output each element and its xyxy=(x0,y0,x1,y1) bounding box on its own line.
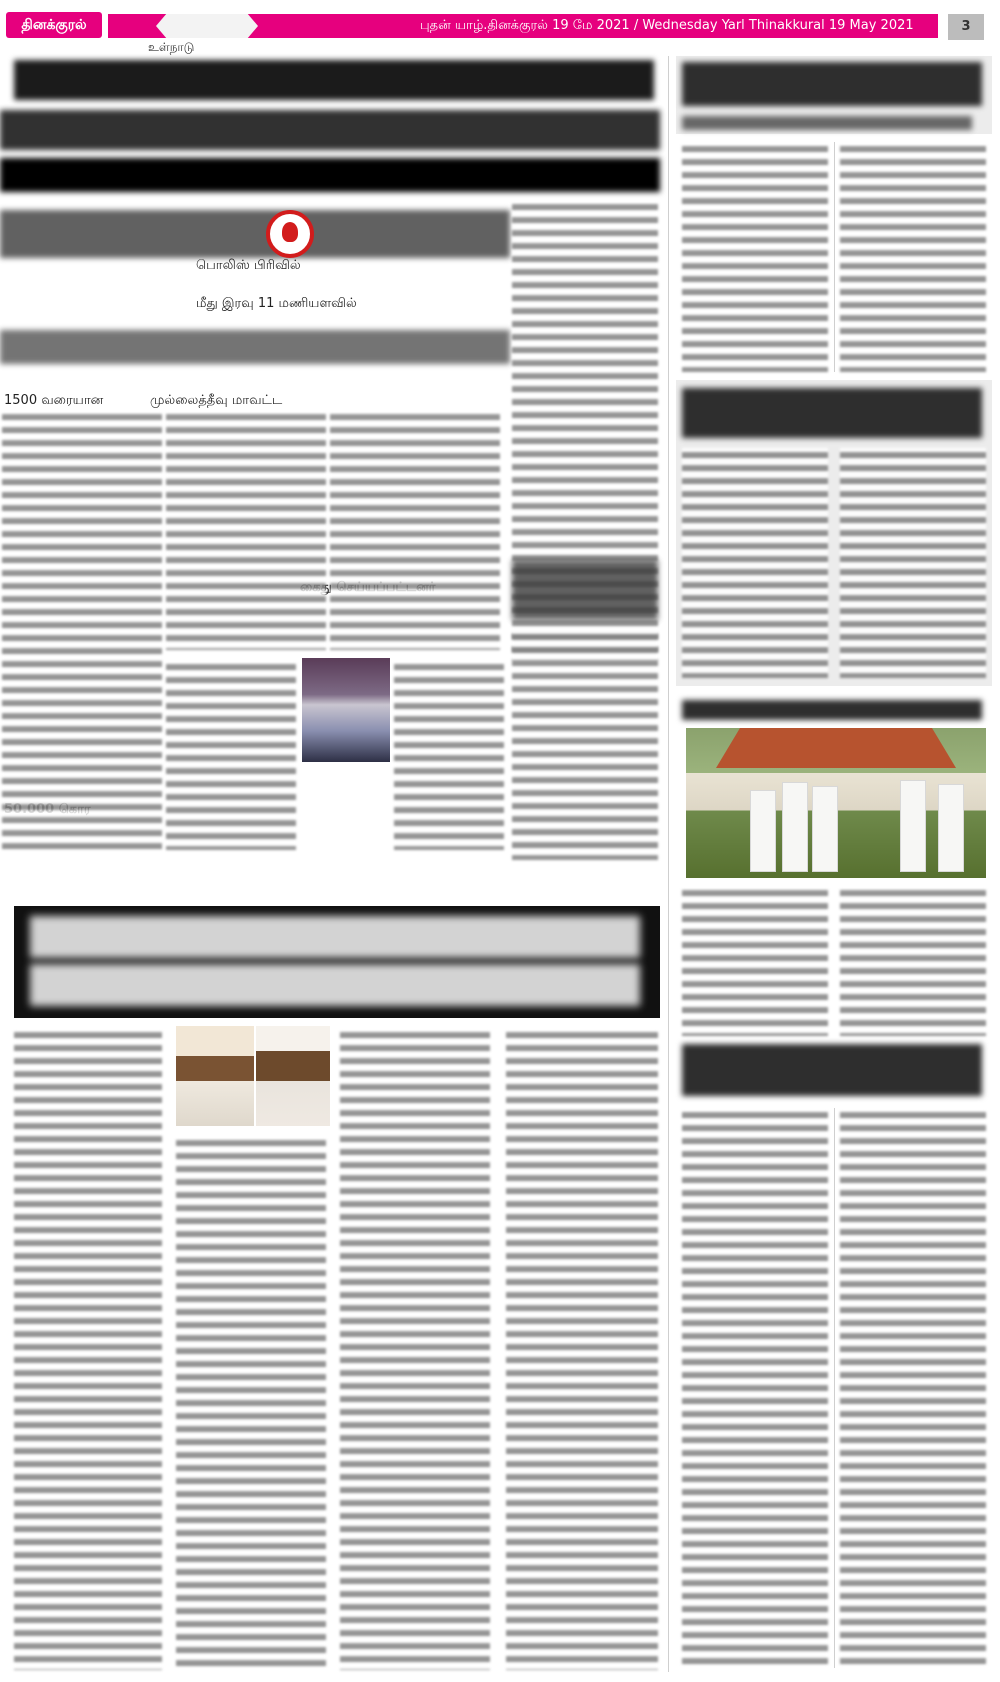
sidebar-story3-col2 xyxy=(840,886,986,1036)
column-divider xyxy=(668,56,669,1672)
collage-snippet: மீது இரவு 11 மணியளவில் xyxy=(196,296,357,311)
banner-headline-line1 xyxy=(30,916,640,958)
priest-figure xyxy=(938,784,964,872)
lead-story-column-b xyxy=(512,630,658,860)
banner-story-col3 xyxy=(340,1028,490,1670)
collage-body-col2 xyxy=(166,410,326,650)
sidebar-story1-headline xyxy=(682,62,982,106)
sidebar-story1-col1 xyxy=(682,142,828,372)
lead-fourth-headline xyxy=(0,330,510,364)
date-line: புதன் யாழ்.தினக்குரல் 19 மே 2021 / Wednesday Yarl Thinakkural 19 May 2021 xyxy=(420,18,914,33)
collage-body-col2b xyxy=(166,660,296,850)
sidebar-story2-col2 xyxy=(840,448,986,678)
sidebar-story4-col1 xyxy=(682,1108,828,1668)
sidebar-story1-subhead xyxy=(682,116,972,130)
collage-body-col3 xyxy=(330,410,500,650)
priest-figure xyxy=(812,786,838,872)
sidebar-story3-col1 xyxy=(682,886,828,1036)
sidebar-story3-headline xyxy=(682,700,982,720)
sidebar-story1-col2 xyxy=(840,142,986,372)
priest-figure xyxy=(782,782,808,872)
section-label: உள்நாடு xyxy=(148,40,195,54)
sidebar-story2-headline xyxy=(682,388,982,438)
collage-snippet: முல்லைத்தீவு மாவட்ட xyxy=(150,393,283,408)
newspaper-logo: தினக்குரல் xyxy=(6,12,102,38)
person-photo-left xyxy=(176,1026,254,1126)
emblem-icon xyxy=(266,210,314,258)
priest-figure xyxy=(900,780,926,872)
priest-figure xyxy=(750,790,776,872)
lead-headline xyxy=(14,60,654,100)
collage-body-col3b xyxy=(394,660,504,850)
banner-story-col4 xyxy=(506,1028,658,1670)
column-divider xyxy=(834,142,835,372)
lead-black-strip xyxy=(0,158,660,192)
portrait-photo xyxy=(302,658,390,762)
lead-third-headline xyxy=(0,210,510,258)
church-roof xyxy=(716,728,956,768)
collage-snippet: பொலிஸ் பிரிவில் xyxy=(196,258,301,273)
sidebar-story2-col1 xyxy=(682,448,828,678)
banner-story-col2 xyxy=(176,1136,326,1670)
section-tab[interactable] xyxy=(156,14,258,38)
collage-snippet: 1500 வரையான xyxy=(4,393,104,408)
banner-story-col1 xyxy=(14,1028,162,1670)
column-divider xyxy=(834,1108,835,1668)
lead-subheadline xyxy=(0,110,660,150)
collage-body-col1 xyxy=(2,410,162,850)
person-photo-right xyxy=(256,1026,330,1126)
page-number: 3 xyxy=(948,14,984,40)
lead-story-subhead xyxy=(512,560,658,620)
sidebar-story4-col2 xyxy=(840,1108,986,1668)
sidebar-story4-headline xyxy=(682,1044,982,1096)
banner-headline-line2 xyxy=(30,964,640,1006)
